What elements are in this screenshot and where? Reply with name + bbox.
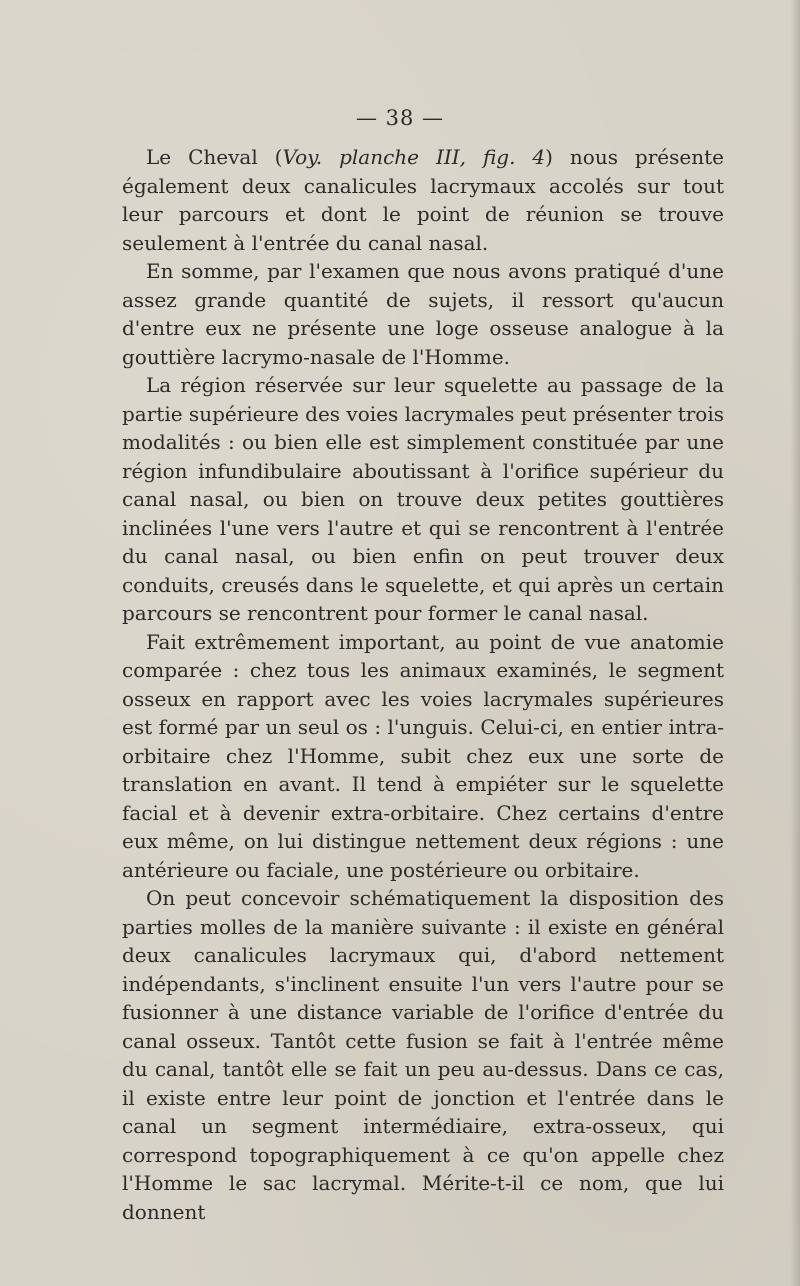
- paragraph-cheval: [122, 143, 724, 257]
- paragraph-region-reservee: La région réservée sur leur squelette au passage de la partie supérieure des voies lacrymales peut présenter trois modalités : ou bien elle est simplement constituée par une région infundibulaire aboutissant à l'orifice supérieur du canal nasal, ou bien on trouve deux petites gouttières inclinées l'une vers l'autre et qui se rencontrent à l'entrée du canal nasal, ou bien enfin on peut trouver deux conduits, creusés dans le squelette, et qui après un certain parcours se rencontrent pour former le canal nasal.: [122, 373, 724, 625]
- paragraph-parties-molles: On peut concevoir schématiquement la disposition des parties molles de la manière suivante : il existe en général deux canalicules lacrymaux qui, d'abord nettement indépendants, s'inclinent ensuite l'un vers l'autre pour se fusionner à une distance variable de l'orifice d'entrée du canal osseux. Tantôt cette fusion se fait à l'entrée même du canal, tantôt elle se fait un peu au-dessus. Dans ce cas, il existe entre leur point de jonction et l'entrée dans le canal un segment intermédiaire, extra-osseux, qui correspond topographiquement à ce qu'on appelle chez l'Homme le sac lacrymal. Mérite-t-il ce nom, que lui donnent: [122, 886, 724, 1224]
- paragraph-cheval-suffix: ) nous présente également deux canalicules lacrymaux accolés sur tout leur parcours et dont le point de réunion se trouve seulement à l'entrée du canal nasal.: [122, 145, 724, 255]
- paragraph-cheval-prefix: Le Cheval (: [146, 145, 283, 169]
- paragraph-en-somme: En somme, par l'examen que nous avons pratiqué d'une assez grande quantité de sujets, il ressort qu'aucun d'entre eux ne présente une loge osseuse analogue à la gouttière lacrymo-nasale de l'Homme.: [122, 259, 724, 369]
- plate-reference: Voy. planche III, fig. 4: [282, 145, 546, 169]
- body-text: [122, 143, 724, 1226]
- paragraph-fait-important: Fait extrêmement important, au point de vue anatomie comparée : chez tous les animaux examinés, le segment osseux en rapport avec les voies lacrymales supérieures est formé par un seul os : l'unguis. Celui-ci, en entier intra-orbitaire chez l'Homme, subit chez eux une sorte de translation en avant. Il tend à empiéter sur le squelette facial et à devenir extra-orbitaire. Chez certains d'entre eux même, on lui distingue nettement deux régions : une antérieure ou faciale, une postérieure ou orbitaire.: [122, 629, 724, 882]
- page-number: — 38 —: [355, 106, 445, 130]
- page-edge-shadow: [790, 0, 800, 1286]
